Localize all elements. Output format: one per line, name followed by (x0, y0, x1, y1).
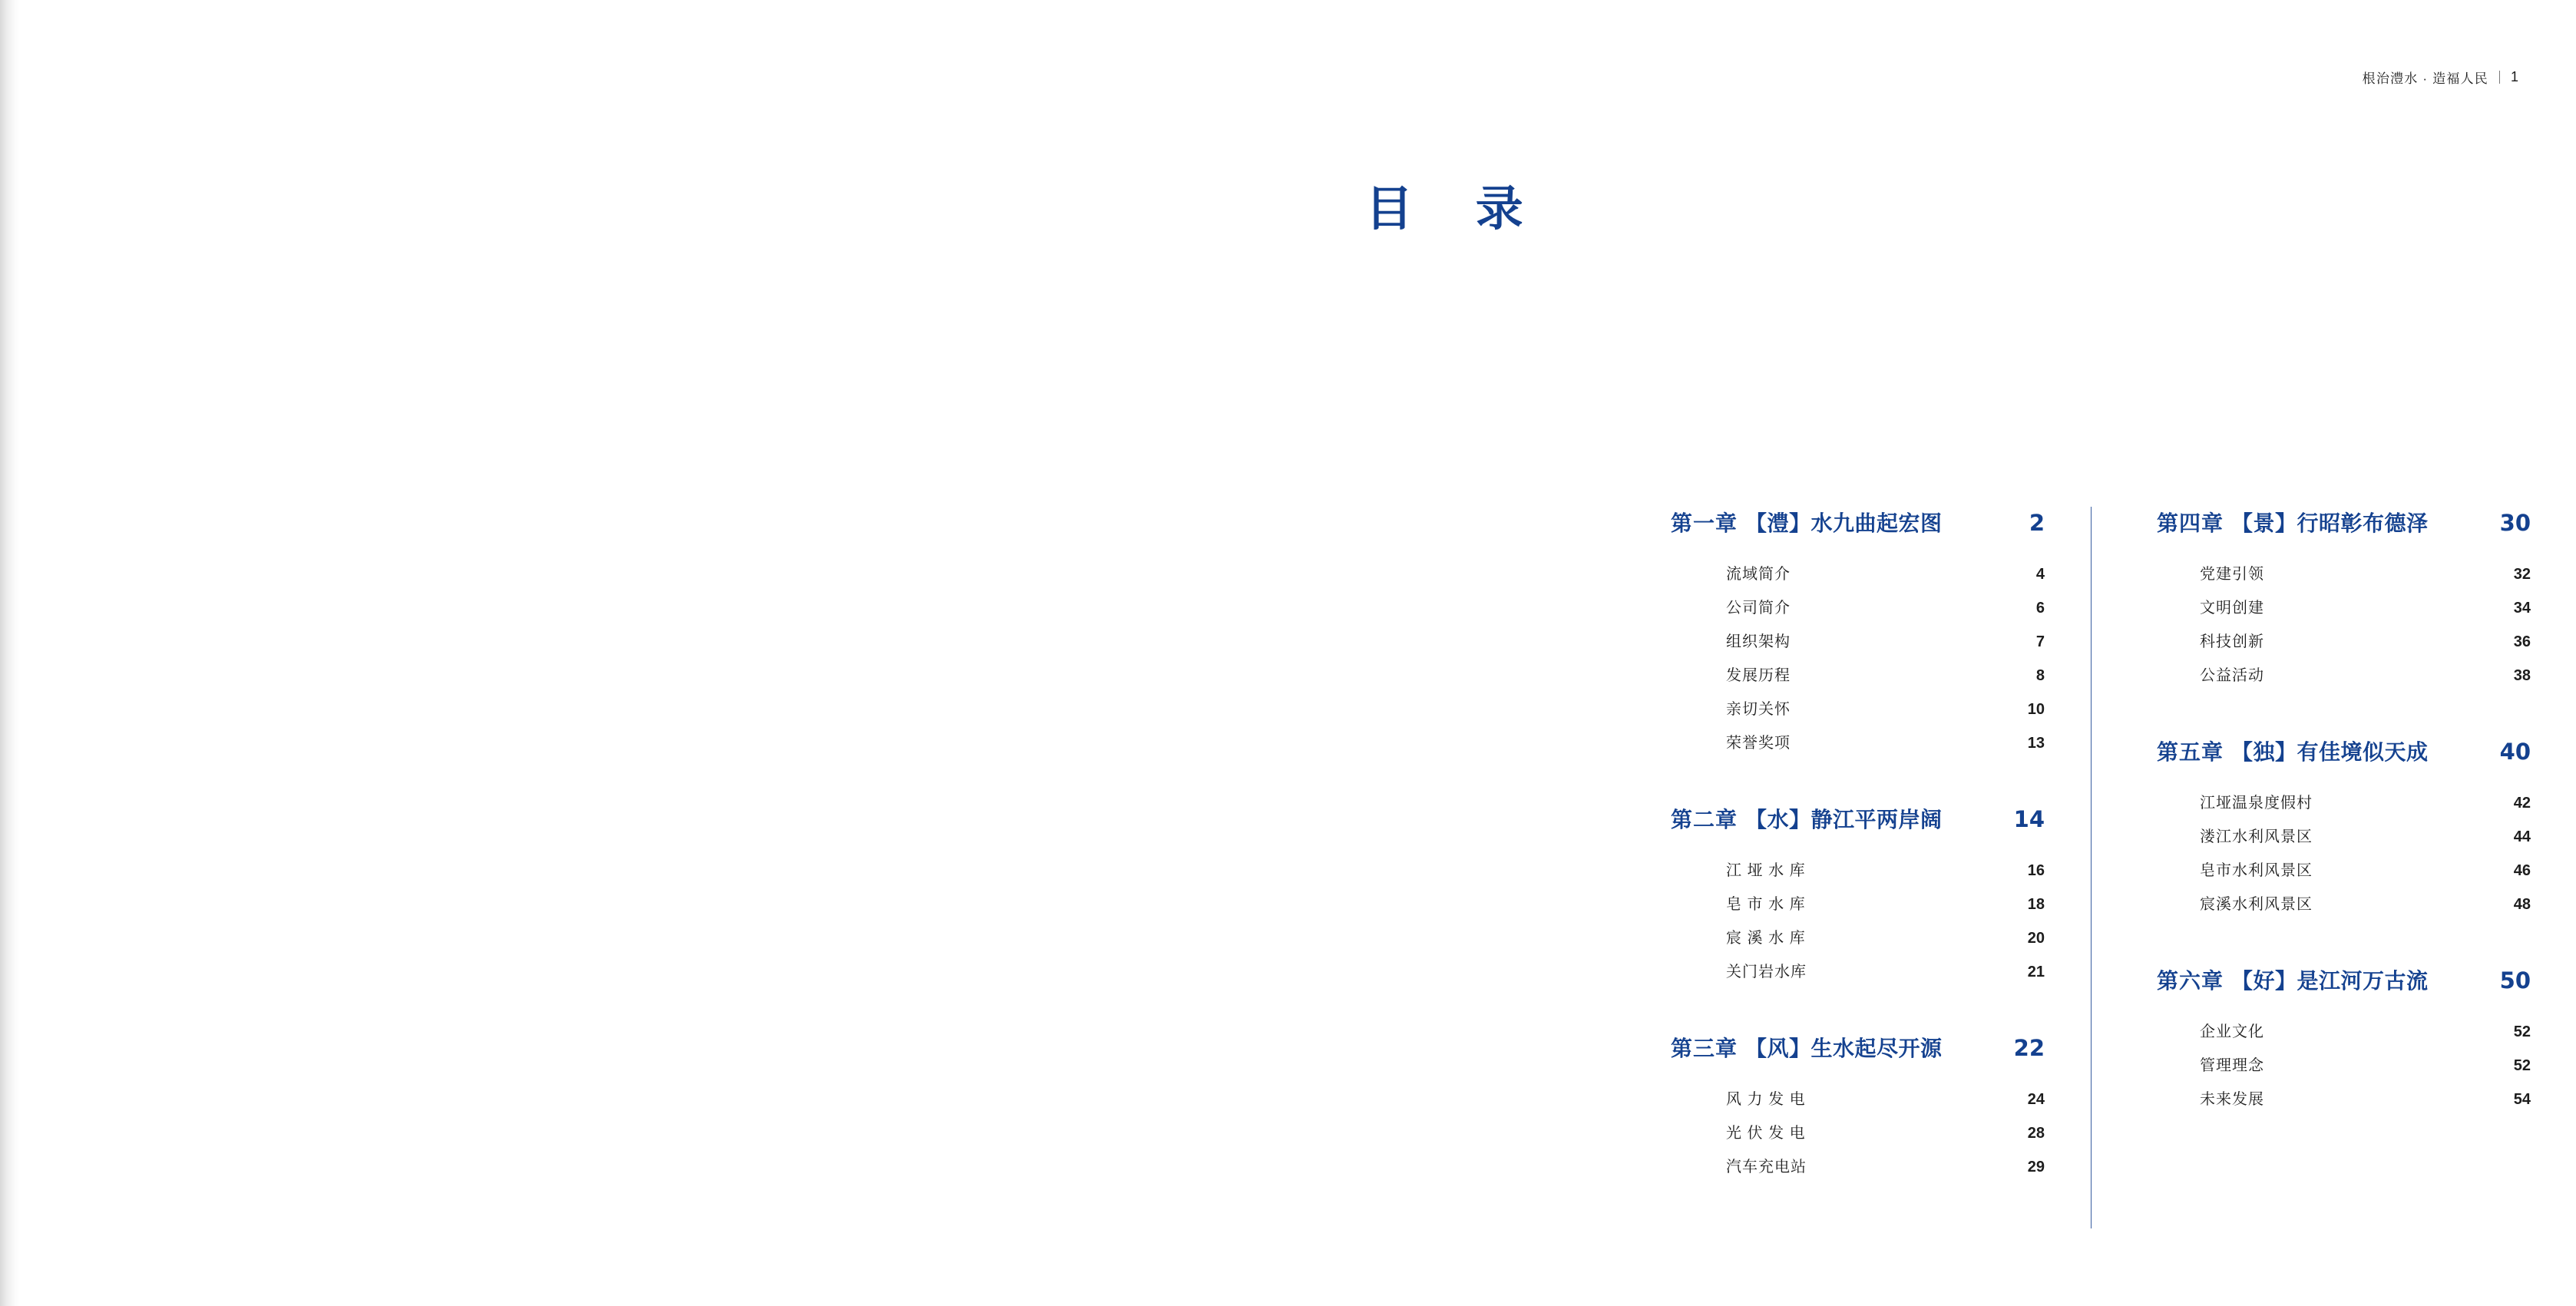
section-list (1671, 854, 2045, 989)
section-page-number: 10 (2027, 701, 2045, 718)
chapter-number: 第三章 (1671, 1036, 1738, 1061)
section-page-number: 34 (2513, 600, 2531, 617)
section-label: 风 力 发 电 (1726, 1091, 1806, 1108)
section-label: 汽车充电站 (1726, 1159, 1807, 1175)
list-item[interactable] (1671, 921, 2045, 955)
section-page-number: 18 (2027, 896, 2045, 913)
chapter-page-number: 30 (2499, 510, 2531, 536)
chapter-entry[interactable] (2157, 507, 2531, 693)
running-title: 根治澧水 · 造福人民 (2362, 71, 2488, 86)
chapter-entry[interactable] (1671, 1032, 2045, 1184)
chapter-heading[interactable] (2157, 736, 2531, 766)
list-item[interactable] (1671, 854, 2045, 888)
section-page-number: 8 (2035, 667, 2045, 684)
page-frame (20, 0, 2576, 1306)
chapter-page-number: 40 (2499, 739, 2531, 765)
list-item[interactable] (2157, 820, 2531, 854)
section-page-number: 52 (2513, 1023, 2531, 1040)
list-item[interactable] (1671, 1116, 2045, 1150)
section-page-number: 6 (2035, 600, 2045, 617)
chapter-page-number: 2 (2029, 510, 2045, 536)
section-page-number: 42 (2513, 795, 2531, 812)
section-page-number: 32 (2513, 566, 2531, 583)
section-label: 溇江水利风景区 (2200, 828, 2313, 845)
chapter-heading[interactable] (2157, 964, 2531, 995)
toc-columns (1671, 507, 2531, 1228)
chapter-number: 第四章 (2157, 511, 2224, 536)
section-page-number: 36 (2513, 633, 2531, 650)
section-page-number: 21 (2027, 964, 2045, 980)
list-item[interactable] (2157, 1049, 2531, 1083)
list-item[interactable] (1671, 693, 2045, 726)
section-page-number: 48 (2513, 896, 2531, 913)
chapter-title: 【好】是江河万古流 (2231, 968, 2429, 994)
running-header (2363, 68, 2518, 87)
section-page-number: 38 (2513, 667, 2531, 684)
chapter-page-number: 50 (2499, 967, 2531, 994)
chapter-title: 【风】生水起尽开源 (1745, 1036, 1943, 1061)
section-label: 科技创新 (2200, 633, 2264, 650)
list-item[interactable] (1671, 625, 2045, 659)
section-label: 未来发展 (2200, 1091, 2264, 1108)
section-page-number: 16 (2027, 862, 2045, 879)
section-page-number: 4 (2035, 566, 2045, 583)
list-item[interactable] (1671, 591, 2045, 625)
section-page-number: 28 (2027, 1125, 2045, 1142)
section-list (1671, 1083, 2045, 1184)
section-label: 流域简介 (1726, 566, 1791, 583)
section-label: 党建引领 (2200, 566, 2264, 583)
list-item[interactable] (1671, 726, 2045, 760)
section-page-number: 29 (2027, 1159, 2045, 1175)
list-item[interactable] (2157, 786, 2531, 820)
section-label: 皂 市 水 库 (1726, 896, 1806, 913)
section-label: 公司简介 (1726, 600, 1791, 617)
section-page-number: 7 (2035, 633, 2045, 650)
chapter-entry[interactable] (2157, 736, 2531, 921)
section-page-number: 46 (2513, 862, 2531, 879)
section-list (1671, 557, 2045, 760)
chapter-entry[interactable] (2157, 964, 2531, 1116)
section-page-number: 54 (2513, 1091, 2531, 1108)
list-item[interactable] (2157, 659, 2531, 693)
chapter-entry[interactable] (1671, 507, 2045, 760)
section-label: 荣誉奖项 (1726, 735, 1791, 752)
chapter-heading[interactable] (2157, 507, 2531, 537)
book-spine-shadow (0, 0, 20, 1306)
chapter-title: 【水】静江平两岸阔 (1745, 807, 1943, 832)
section-label: 公益活动 (2200, 667, 2264, 684)
section-label: 管理理念 (2200, 1057, 2264, 1074)
page-title: 目 录 (1365, 180, 1546, 236)
chapter-heading[interactable] (1671, 1032, 2045, 1063)
chapter-title: 【独】有佳境似天成 (2231, 739, 2429, 765)
list-item[interactable] (1671, 1083, 2045, 1116)
page-number: 1 (2510, 69, 2518, 84)
list-item[interactable] (1671, 888, 2045, 921)
chapter-number: 第一章 (1671, 511, 1738, 536)
section-label: 光 伏 发 电 (1726, 1125, 1806, 1142)
list-item[interactable] (2157, 888, 2531, 921)
list-item[interactable] (2157, 854, 2531, 888)
section-label: 关门岩水库 (1726, 964, 1807, 980)
list-item[interactable] (2157, 1015, 2531, 1049)
section-label: 宸 溪 水 库 (1726, 930, 1806, 947)
section-list (2157, 786, 2531, 921)
section-page-number: 20 (2027, 930, 2045, 947)
chapter-entry[interactable] (1671, 803, 2045, 989)
section-label: 皂市水利风景区 (2200, 862, 2313, 879)
section-label: 江 垭 水 库 (1726, 862, 1806, 879)
section-label: 文明创建 (2200, 600, 2264, 617)
chapter-heading[interactable] (1671, 803, 2045, 834)
list-item[interactable] (2157, 625, 2531, 659)
list-item[interactable] (1671, 955, 2045, 989)
chapter-title: 【澧】水九曲起宏图 (1745, 511, 1943, 536)
section-page-number: 24 (2027, 1091, 2045, 1108)
section-label: 发展历程 (1726, 667, 1791, 684)
section-list (2157, 1015, 2531, 1116)
section-page-number: 13 (2027, 735, 2045, 752)
chapter-number: 第五章 (2157, 739, 2224, 765)
toc-column-right (2092, 507, 2531, 1116)
header-divider (2499, 71, 2500, 84)
section-label: 亲切关怀 (1726, 701, 1791, 718)
chapter-number: 第六章 (2157, 968, 2224, 994)
chapter-heading[interactable] (1671, 507, 2045, 537)
list-item[interactable] (2157, 557, 2531, 591)
section-label: 企业文化 (2200, 1023, 2264, 1040)
section-label: 江垭温泉度假村 (2200, 795, 2313, 812)
section-label: 组织架构 (1726, 633, 1791, 650)
list-item[interactable] (1671, 557, 2045, 591)
list-item[interactable] (1671, 659, 2045, 693)
chapter-page-number: 22 (2013, 1035, 2045, 1061)
toc-column-left (1671, 507, 2045, 1184)
section-page-number: 52 (2513, 1057, 2531, 1074)
section-page-number: 44 (2513, 828, 2531, 845)
list-item[interactable] (1671, 1150, 2045, 1184)
list-item[interactable] (2157, 1083, 2531, 1116)
chapter-page-number: 14 (2013, 806, 2045, 832)
chapter-number: 第二章 (1671, 807, 1738, 832)
section-list (2157, 557, 2531, 693)
section-label: 宸溪水利风景区 (2200, 896, 2313, 913)
chapter-title: 【景】行昭彰布德泽 (2231, 511, 2429, 536)
list-item[interactable] (2157, 591, 2531, 625)
